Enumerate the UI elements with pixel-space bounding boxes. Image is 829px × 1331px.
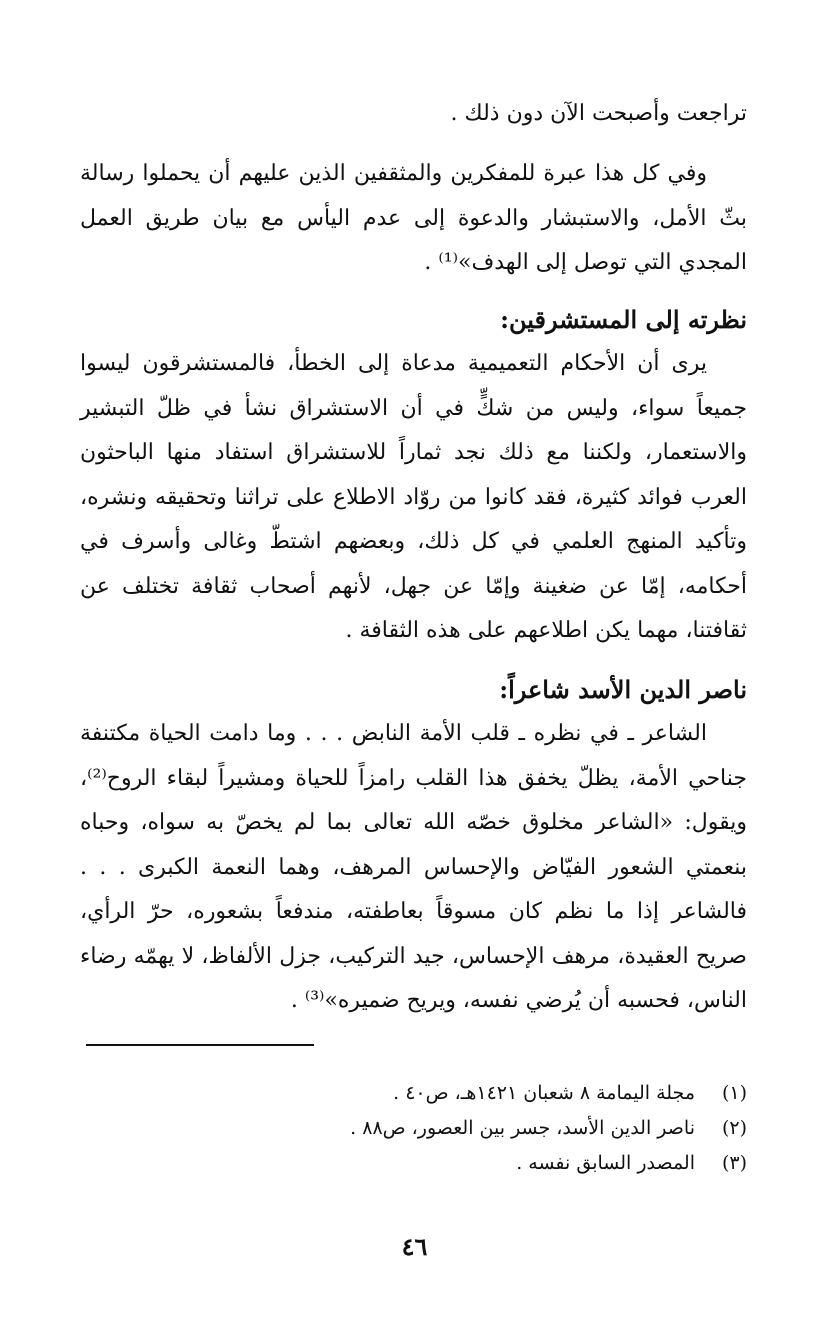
section-poet — [80, 668, 747, 1024]
footnote-item — [80, 1146, 747, 1181]
paragraph-section — [80, 152, 747, 286]
footnotes — [80, 1076, 747, 1181]
paragraph-continuation — [80, 92, 747, 137]
page-number: ٤٦ — [401, 1232, 428, 1261]
footnote-separator — [86, 1044, 314, 1046]
section-heading-poet: ناصر الدين الأسد شاعراً: — [499, 675, 747, 704]
section-heading-orientalists: نظرته إلى المستشرقين: — [500, 305, 747, 334]
footnote-text: المصدر السابق نفسه . — [516, 1152, 695, 1174]
paragraph-1: تراجعت وأصبحت الآن دون ذلك . — [450, 101, 747, 126]
section-orientalists — [80, 298, 747, 654]
footnote-item — [80, 1111, 747, 1146]
footnote-number: (١) — [721, 1082, 747, 1104]
footnote-number: (٢) — [721, 1117, 747, 1139]
paragraph-3: يرى أن الأحكام التعميمية مدعاة إلى الخطأ، فالمستشرقون ليسوا جميعاً سواء، وليس من شكٍّ في أن الاستشراق نشأ في ظلّ التبشير والاستعمار، ولكننا مع ذلك نجد ثماراً للاستشراق استفاد منها الباحثون العرب فوائد كثيرة، فقد كانوا من روّاد الاطلاع على تراثنا وتحقيقه ونشره، وتأكيد المنهج العلمي في كل ذلك، وبعضهم اشتطّ وغالى وأسرف في أحكامه، إمّا عن ضغينة وإمّا عن جهل، لأنهم أصحاب ثقافة تختلف عن ثقافتنا، مهما يكن اطلاعهم على هذه الثقافة . — [80, 351, 747, 643]
footnote-text: ناصر الدين الأسد، جسر بين العصور، ص٨٨ . — [350, 1117, 695, 1139]
footnote-item — [80, 1076, 747, 1111]
footnote-text: مجلة اليمامة ٨ شعبان ١٤٢١هـ، ص٤٠ . — [393, 1082, 695, 1104]
paragraph-2: وفي كل هذا عبرة للمفكرين والمثقفين الذين عليهم أن يحملوا رسالة بثّ الأمل، والاستبشار والدعوة إلى عدم اليأس مع بيان طريق العمل المجدي التي توصل إلى الهدف»⁽¹⁾ . — [80, 161, 747, 275]
footnote-number: (٣) — [721, 1152, 747, 1174]
paragraph-4: الشاعر ـ في نظره ـ قلب الأمة النابض . . . وما دامت الحياة مكتنفة جناحي الأمة، يظلّ يخفق هذا القلب رامزاً للحياة ومشيراً لبقاء الروح⁽²⁾، ويقول: «الشاعر مخلوق خصّه الله تعالى بما لم يخصّ به سواه، وحباه بنعمتي الشعور الفيّاض والإحساس المرهف، وهما النعمة الكبرى . . . فالشاعر إذا ما نظم كان مسوقاً بعاطفته، مندفعاً بشعوره، حرّ الرأي، صريح العقيدة، مرهف الإحساس، جيد التركيب، جزل الألفاظ، لا يهمّه رضاء الناس، فحسبه أن يُرضي نفسه، ويريح ضميره»⁽³⁾ . — [80, 721, 747, 1013]
